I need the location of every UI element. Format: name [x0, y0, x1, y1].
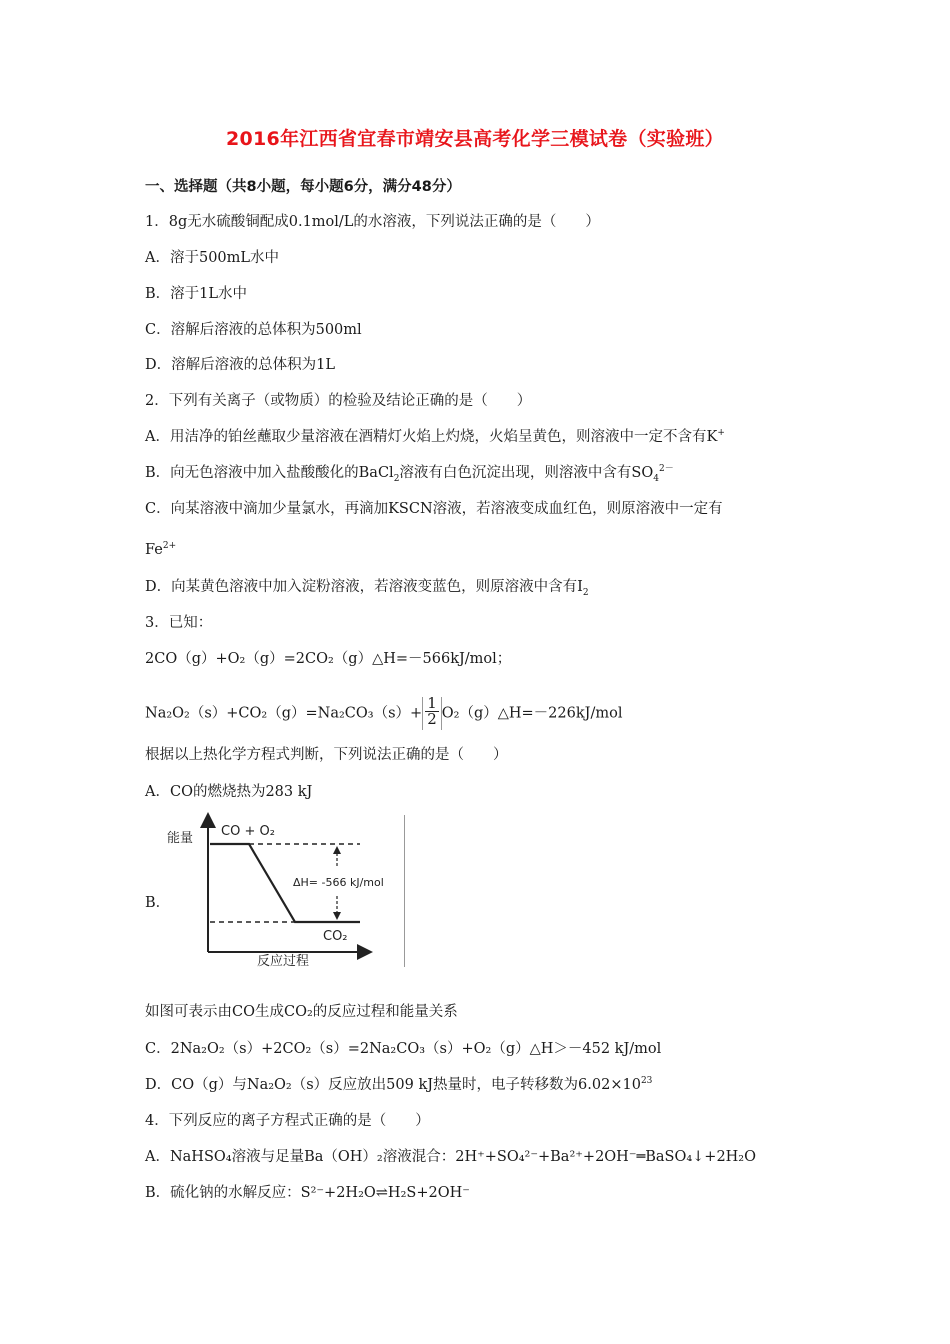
q3-option-c: C．2Na₂O₂（s）+2CO₂（s）=2Na₂CO₃（s）+O₂（g）△H＞－452 kJ/mol — [145, 1041, 662, 1057]
q2-option-a: A．用洁净的铂丝蘸取少量溶液在酒精灯火焰上灼烧，火焰呈黄色，则溶液中一定不含有K+ — [145, 428, 725, 445]
q3-equation-2: Na₂O₂（s）+CO₂（g）=Na₂CO₃（s）+ $\frac{1}{2}$ O₂（g）△H=－226kJ/mol — [145, 694, 623, 728]
q4-stem: 4．下列反应的离子方程式正确的是（ ） — [145, 1113, 430, 1129]
q2-option-c-continued: $Fe^{2+}$ — [145, 541, 177, 558]
q2-option-b: B．向无色溶液中加入盐酸酸化的BaCl$_2$溶液有白色沉淀出现，则溶液中含有$SO_4^{2-}$ — [145, 464, 674, 484]
x-axis-label: 反应过程 — [257, 954, 310, 968]
dh-label: ΔH= -566 kJ/mol — [293, 876, 384, 889]
q3-option-d: D．CO（g）与Na₂O₂（s）反应放出509 kJ热量时，电子转移数为$6.02\times 10^{23}$ — [145, 1076, 653, 1093]
fraction-one-half: $\frac{1}{2}$ — [422, 697, 442, 730]
q2-stem: 2．下列有关离子（或物质）的检验及结论正确的是（ ） — [145, 393, 532, 409]
q3-option-b-label: B． — [145, 895, 171, 911]
y-axis-label: 能量 — [167, 831, 194, 846]
top-level-label: CO + O₂ — [221, 824, 275, 839]
dh-arrowhead-down — [333, 912, 341, 920]
q1-stem: 1．8g无水硫酸铜配成0.1mol/L的水溶液，下列说法正确的是（ ） — [145, 214, 600, 230]
bottom-level-label: CO₂ — [323, 929, 348, 944]
q3-option-a: A．CO的燃烧热为283 kJ — [145, 784, 313, 800]
q2-option-c: C．向某溶液中滴加少量氯水，再滴加KSCN溶液，若溶液变成血红色，则原溶液中一定有 — [145, 501, 723, 517]
q1-option-a: A．溶于500mL水中 — [145, 250, 280, 266]
section-heading: 一、选择题（共8小题，每小题6分，满分48分） — [145, 179, 461, 195]
q3-stem: 3．已知： — [145, 615, 213, 631]
q1-option-c: C．溶解后溶液的总体积为500ml — [145, 322, 362, 338]
q4-option-b: B．硫化钠的水解反应：S²⁻+2H₂O⇌H₂S+2OH⁻ — [145, 1185, 470, 1201]
diagram-divider — [404, 815, 405, 967]
page-title: 2016年江西省宜春市靖安县高考化学三模试卷（实验班） — [226, 128, 724, 150]
q2-option-d: D．向某黄色溶液中加入淀粉溶液，若溶液变蓝色，则原溶液中含有$I_2$ — [145, 579, 589, 598]
q3-equation-1: 2CO（g）+O₂（g）=2CO₂（g）△H=－566kJ/mol； — [145, 651, 512, 667]
q4-option-a: A．NaHSO₄溶液与足量Ba（OH）₂溶液混合：2H⁺+SO₄²⁻+Ba²⁺+2OH⁻═BaSO₄↓+2H₂O — [145, 1149, 757, 1165]
energy-diagram — [165, 812, 410, 968]
q3-ask: 根据以上热化学方程式判断，下列说法正确的是（ ） — [145, 747, 508, 763]
q1-option-d: D．溶解后溶液的总体积为1L — [145, 357, 335, 373]
dh-arrowhead-up — [333, 846, 341, 854]
q3-option-b-text: 如图可表示由CO生成CO₂的反应过程和能量关系 — [145, 1004, 458, 1020]
q1-option-b: B．溶于1L水中 — [145, 286, 248, 302]
